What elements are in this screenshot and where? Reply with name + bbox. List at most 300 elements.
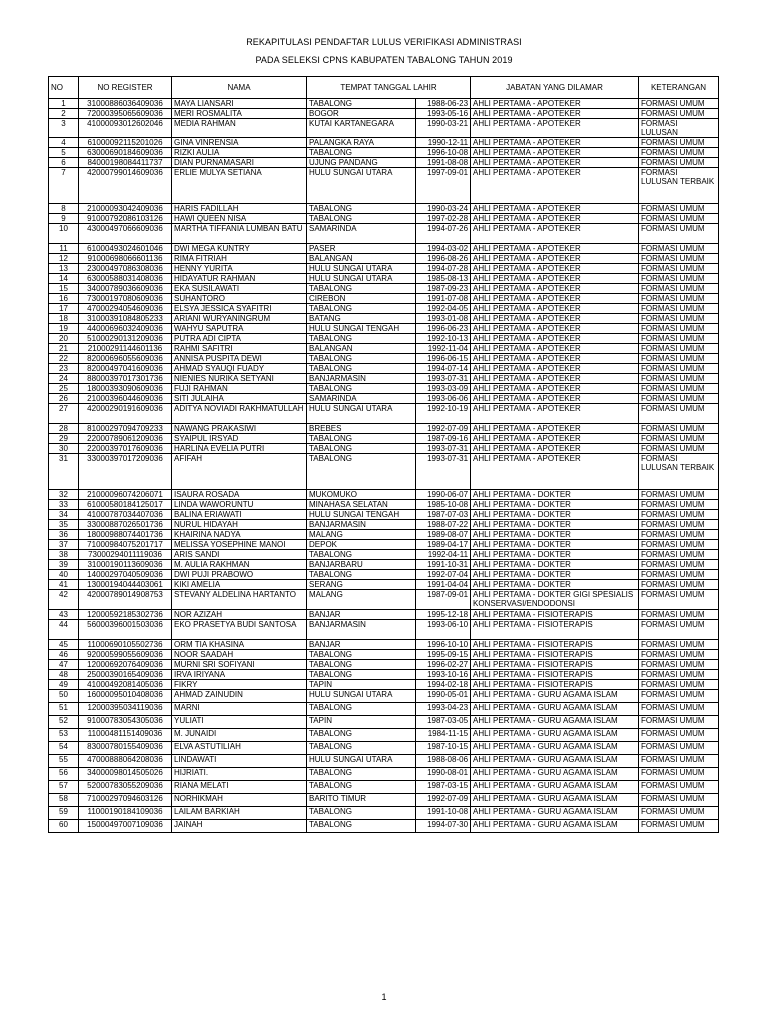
position-applied: AHLI PERTAMA - APOTEKER [471,214,639,224]
birth-place: TABALONG [307,820,416,833]
applicant-name: HENNY YURITA [172,264,307,274]
position-applied: AHLI PERTAMA - GURU AGAMA ISLAM [471,755,639,768]
position-applied: AHLI PERTAMA - APOTEKER [471,158,639,168]
remarks: FORMASI UMUM [639,510,719,520]
row-number: 60 [49,820,79,833]
table-row [49,650,719,660]
birth-date: 1992-10-19 [416,404,471,424]
register-number: 82000696055609036 [79,354,172,364]
row-number: 23 [49,364,79,374]
applicant-name: DWI PUJI PRABOWO [172,570,307,580]
remarks: FORMASI LULUSAN TERBAIK [639,168,719,204]
applicant-name: NORHIKMAH [172,794,307,807]
position-applied: AHLI PERTAMA - FISIOTERAPIS [471,680,639,690]
table-row [49,214,719,224]
position-applied: AHLI PERTAMA - DOKTER [471,560,639,570]
position-applied: AHLI PERTAMA - GURU AGAMA ISLAM [471,820,639,833]
applicant-name: HARIS FADILLAH [172,204,307,214]
position-applied: AHLI PERTAMA - APOTEKER [471,384,639,394]
remarks: FORMASI UMUM [639,690,719,703]
birth-place: TABALONG [307,454,416,490]
row-number: 36 [49,530,79,540]
register-number: 61000580184125017 [79,500,172,510]
remarks: FORMASI UMUM [639,158,719,168]
applicant-name: HAWI QUEEN NISA [172,214,307,224]
table-body [49,99,719,833]
birth-place: BANJARBARU [307,560,416,570]
row-number: 16 [49,294,79,304]
birth-place: TABALONG [307,148,416,158]
applicant-name: EKA SUSILAWATI [172,284,307,294]
register-number: 61000092115201026 [79,138,172,148]
position-applied: AHLI PERTAMA - GURU AGAMA ISLAM [471,690,639,703]
position-applied: AHLI PERTAMA - FISIOTERAPIS [471,640,639,650]
applicant-name: M. AULIA RAKHMAN [172,560,307,570]
birth-date: 1988-08-06 [416,755,471,768]
position-applied: AHLI PERTAMA - DOKTER [471,550,639,560]
table-header-row [49,77,719,99]
row-number: 50 [49,690,79,703]
birth-date: 1990-08-01 [416,768,471,781]
row-number: 1 [49,99,79,109]
row-number: 42 [49,590,79,610]
register-number: 92000599055609036 [79,650,172,660]
row-number: 13 [49,264,79,274]
row-number: 12 [49,254,79,264]
position-applied: AHLI PERTAMA - APOTEKER [471,168,639,204]
birth-place: HULU SUNGAI UTARA [307,274,416,284]
birth-date: 1991-08-08 [416,158,471,168]
row-number: 48 [49,670,79,680]
table-row [49,304,719,314]
remarks: FORMASI UMUM [639,610,719,620]
applicant-name: AHMAD SYAUQI FUADY [172,364,307,374]
position-applied: AHLI PERTAMA - APOTEKER [471,364,639,374]
remarks: FORMASI UMUM [639,224,719,244]
register-number: 13000194044403061 [79,580,172,590]
birth-date: 1996-06-23 [416,324,471,334]
birth-place: SERANG [307,580,416,590]
register-number: 41000492081405036 [79,680,172,690]
applicant-name: DWI MEGA KUNTRY [172,244,307,254]
applicant-name: PUTRA ADI CIPTA [172,334,307,344]
row-number: 39 [49,560,79,570]
register-number: 61000493024601046 [79,244,172,254]
register-number: 51000290131209036 [79,334,172,344]
birth-place: BANJAR [307,610,416,620]
remarks: FORMASI UMUM [639,768,719,781]
remarks: FORMASI UMUM [639,716,719,729]
applicant-name: ADITYA NOVIADI RAKHMATULLAH [172,404,307,424]
position-applied: AHLI PERTAMA - APOTEKER [471,434,639,444]
position-applied: AHLI PERTAMA - APOTEKER [471,254,639,264]
remarks: FORMASI UMUM [639,742,719,755]
applicant-name: NURUL HIDAYAH [172,520,307,530]
position-applied: AHLI PERTAMA - APOTEKER [471,374,639,384]
table-row [49,620,719,640]
row-number: 26 [49,394,79,404]
table-row [49,344,719,354]
remarks: FORMASI LULUSAN [639,119,719,138]
table-row [49,204,719,214]
birth-place: TABALONG [307,650,416,660]
row-number: 33 [49,500,79,510]
remarks: FORMASI UMUM [639,394,719,404]
applicant-name: ANNISA PUSPITA DEWI [172,354,307,364]
birth-date: 1993-06-06 [416,394,471,404]
birth-date: 1993-01-08 [416,314,471,324]
applicant-name: KHAIRINA NADYA [172,530,307,540]
register-number: 14000297040509036 [79,570,172,580]
register-number: 31000886036409036 [79,99,172,109]
register-number: 63000690184609036 [79,148,172,158]
row-number: 28 [49,424,79,434]
birth-date: 1994-07-26 [416,224,471,244]
register-number: 41000787034407036 [79,510,172,520]
position-applied: AHLI PERTAMA - APOTEKER [471,294,639,304]
position-applied: AHLI PERTAMA - GURU AGAMA ISLAM [471,729,639,742]
remarks: FORMASI UMUM [639,729,719,742]
applicant-name: BALINA ERIAWATI [172,510,307,520]
table-row [49,807,719,820]
row-number: 10 [49,224,79,244]
applicant-name: MELISSA YOSEPHINE MANOI [172,540,307,550]
column-header-position: JABATAN YANG DILAMAR [471,77,639,99]
birth-date: 1994-07-30 [416,820,471,833]
position-applied: AHLI PERTAMA - APOTEKER [471,264,639,274]
remarks: FORMASI UMUM [639,294,719,304]
remarks: FORMASI UMUM [639,580,719,590]
remarks: FORMASI UMUM [639,244,719,254]
register-number: 31000391084805233 [79,314,172,324]
applicant-name: RIMA FITRIAH [172,254,307,264]
row-number: 22 [49,354,79,364]
birth-place: BALANGAN [307,344,416,354]
row-number: 21 [49,344,79,354]
remarks: FORMASI UMUM [639,820,719,833]
table-row [49,168,719,204]
remarks: FORMASI UMUM [639,781,719,794]
register-number: 42000789014908753 [79,590,172,610]
remarks: FORMASI UMUM [639,324,719,334]
birth-place: BANJAR [307,640,416,650]
birth-date: 1997-09-01 [416,168,471,204]
birth-date: 1992-07-04 [416,570,471,580]
row-number: 55 [49,755,79,768]
birth-date: 1993-07-31 [416,444,471,454]
applicant-name: FIKRY [172,680,307,690]
table-row [49,99,719,109]
register-number: 71000984075201717 [79,540,172,550]
applicant-name: ERLIE MULYA SETIANA [172,168,307,204]
row-number: 35 [49,520,79,530]
remarks: FORMASI UMUM [639,384,719,394]
birth-date: 1995-09-15 [416,650,471,660]
position-applied: AHLI PERTAMA - FISIOTERAPIS [471,620,639,640]
applicant-name: JAINAH [172,820,307,833]
table-row [49,244,719,254]
position-applied: AHLI PERTAMA - APOTEKER [471,99,639,109]
register-number: 21000291144601136 [79,344,172,354]
birth-date: 1992-11-04 [416,344,471,354]
row-number: 5 [49,148,79,158]
birth-place: TABALONG [307,670,416,680]
remarks: FORMASI UMUM [639,434,719,444]
row-number: 30 [49,444,79,454]
remarks: FORMASI LULUSAN TERBAIK [639,454,719,490]
register-number: 22000789061209036 [79,434,172,444]
position-applied: AHLI PERTAMA - APOTEKER [471,454,639,490]
position-applied: AHLI PERTAMA - APOTEKER [471,394,639,404]
birth-date: 1996-08-26 [416,254,471,264]
remarks: FORMASI UMUM [639,570,719,580]
table-row [49,640,719,650]
birth-place: BALANGAN [307,254,416,264]
row-number: 6 [49,158,79,168]
register-number: 34000789036609036 [79,284,172,294]
remarks: FORMASI UMUM [639,520,719,530]
remarks: FORMASI UMUM [639,99,719,109]
row-number: 3 [49,119,79,138]
table-row [49,520,719,530]
row-number: 59 [49,807,79,820]
birth-place: SAMARINDA [307,224,416,244]
applicant-name: MARNI [172,703,307,716]
table-row [49,138,719,148]
birth-place: TABALONG [307,550,416,560]
table-row [49,324,719,334]
table-row [49,384,719,394]
applicant-name: MERI ROSMALITA [172,109,307,119]
row-number: 45 [49,640,79,650]
remarks: FORMASI UMUM [639,304,719,314]
remarks: FORMASI UMUM [639,109,719,119]
birth-date: 1992-04-11 [416,550,471,560]
table-row [49,755,719,768]
position-applied: AHLI PERTAMA - GURU AGAMA ISLAM [471,703,639,716]
row-number: 19 [49,324,79,334]
applicant-name: ARIS SANDI [172,550,307,560]
birth-date: 1995-12-18 [416,610,471,620]
position-applied: AHLI PERTAMA - APOTEKER [471,424,639,434]
applicant-name: LAILAM BARKIAH [172,807,307,820]
birth-place: HULU SUNGAI TENGAH [307,510,416,520]
remarks: FORMASI UMUM [639,807,719,820]
position-applied: AHLI PERTAMA - APOTEKER [471,404,639,424]
birth-place: PASER [307,244,416,254]
row-number: 31 [49,454,79,490]
birth-date: 1991-10-08 [416,807,471,820]
birth-date: 1994-07-14 [416,364,471,374]
position-applied: AHLI PERTAMA - APOTEKER [471,304,639,314]
birth-place: TABALONG [307,354,416,364]
applicant-name: MARTHA TIFFANIA LUMBAN BATU [172,224,307,244]
register-number: 72000395065609036 [79,109,172,119]
applicant-name: MAYA LIANSARI [172,99,307,109]
row-number: 25 [49,384,79,394]
position-applied: AHLI PERTAMA - APOTEKER [471,274,639,284]
birth-date: 1991-07-08 [416,294,471,304]
remarks: FORMASI UMUM [639,138,719,148]
table-row [49,490,719,500]
birth-date: 1991-04-04 [416,580,471,590]
applicant-name: ARIANI WURYANINGRUM [172,314,307,324]
register-number: 21000096074206071 [79,490,172,500]
birth-place: TABALONG [307,807,416,820]
position-applied: AHLI PERTAMA - APOTEKER [471,109,639,119]
birth-date: 1992-04-05 [416,304,471,314]
column-header-name: NAMA [172,77,307,99]
row-number: 32 [49,490,79,500]
table-row [49,424,719,434]
applicant-name: SUHANTORO [172,294,307,304]
remarks: FORMASI UMUM [639,214,719,224]
birth-place: DEPOK [307,540,416,550]
remarks: FORMASI UMUM [639,344,719,354]
position-applied: AHLI PERTAMA - APOTEKER [471,324,639,334]
birth-date: 1994-07-28 [416,264,471,274]
table-row [49,500,719,510]
position-applied: AHLI PERTAMA - APOTEKER [471,244,639,254]
register-number: 43000497066609036 [79,224,172,244]
position-applied: AHLI PERTAMA - GURU AGAMA ISLAM [471,781,639,794]
birth-date: 1994-02-18 [416,680,471,690]
position-applied: AHLI PERTAMA - DOKTER [471,490,639,500]
birth-place: TABALONG [307,284,416,294]
table-row [49,254,719,264]
birth-place: BREBES [307,424,416,434]
birth-date: 1990-03-21 [416,119,471,138]
birth-place: TABALONG [307,570,416,580]
remarks: FORMASI UMUM [639,640,719,650]
column-header-no: NO [49,77,79,99]
applicant-name: LINDAWATI [172,755,307,768]
register-number: 11000481151409036 [79,729,172,742]
row-number: 14 [49,274,79,284]
table-row [49,680,719,690]
birth-date: 1984-11-15 [416,729,471,742]
remarks: FORMASI UMUM [639,560,719,570]
applicant-name: NAWANG PRAKASIWI [172,424,307,434]
register-number: 56000396001503036 [79,620,172,640]
remarks: FORMASI UMUM [639,404,719,424]
birth-place: TABALONG [307,444,416,454]
table-row [49,364,719,374]
applicant-name: MURNI SRI SOFIYANI [172,660,307,670]
table-row [49,540,719,550]
applicant-name: LINDA WAWORUNTU [172,500,307,510]
row-number: 7 [49,168,79,204]
birth-date: 1987-03-05 [416,716,471,729]
birth-place: TABALONG [307,768,416,781]
position-applied: AHLI PERTAMA - DOKTER [471,540,639,550]
row-number: 29 [49,434,79,444]
register-number: 12000692076409036 [79,660,172,670]
birth-date: 1992-07-09 [416,424,471,434]
row-number: 27 [49,404,79,424]
remarks: FORMASI UMUM [639,204,719,214]
row-number: 54 [49,742,79,755]
birth-place: BANJARMASIN [307,374,416,384]
table-row [49,703,719,716]
birth-date: 1993-04-23 [416,703,471,716]
remarks: FORMASI UMUM [639,794,719,807]
position-applied: AHLI PERTAMA - FISIOTERAPIS [471,610,639,620]
row-number: 43 [49,610,79,620]
birth-date: 1989-04-17 [416,540,471,550]
birth-date: 1990-06-07 [416,490,471,500]
birth-date: 1993-03-09 [416,384,471,394]
birth-date: 1987-09-23 [416,284,471,294]
position-applied: AHLI PERTAMA - APOTEKER [471,138,639,148]
applicant-name: YULIATI [172,716,307,729]
table-row [49,354,719,364]
birth-place: MINAHASA SELATAN [307,500,416,510]
row-number: 40 [49,570,79,580]
position-applied: AHLI PERTAMA - GURU AGAMA ISLAM [471,794,639,807]
table-row [49,820,719,833]
table-row [49,444,719,454]
table-row [49,158,719,168]
register-number: 21000093042409036 [79,204,172,214]
position-applied: AHLI PERTAMA - GURU AGAMA ISLAM [471,768,639,781]
table-row [49,794,719,807]
birth-place: CIREBON [307,294,416,304]
applicant-name: NOOR SAADAH [172,650,307,660]
table-row [49,530,719,540]
position-applied: AHLI PERTAMA - DOKTER GIGI SPESIALIS KONSERVASI/ENDODONSI [471,590,639,610]
birth-date: 1990-03-24 [416,204,471,214]
remarks: FORMASI UMUM [639,334,719,344]
register-number: 52000783055209036 [79,781,172,794]
position-applied: AHLI PERTAMA - APOTEKER [471,204,639,214]
table-row [49,454,719,490]
birth-date: 1990-05-01 [416,690,471,703]
register-number: 15000497007109036 [79,820,172,833]
row-number: 34 [49,510,79,520]
table-row [49,119,719,138]
position-applied: AHLI PERTAMA - APOTEKER [471,284,639,294]
table-row [49,148,719,158]
applicant-name: EKO PRASETYA BUDI SANTOSA [172,620,307,640]
table-row [49,294,719,304]
birth-place: BOGOR [307,109,416,119]
row-number: 46 [49,650,79,660]
remarks: FORMASI UMUM [639,590,719,610]
table-row [49,434,719,444]
remarks: FORMASI UMUM [639,374,719,384]
table-row [49,284,719,294]
row-number: 8 [49,204,79,214]
row-number: 11 [49,244,79,254]
applicant-name: ELVA ASTUTILIAH [172,742,307,755]
applicant-name: RAHMI SAFITRI [172,344,307,354]
birth-date: 1992-10-13 [416,334,471,344]
birth-date: 1989-08-07 [416,530,471,540]
table-row [49,550,719,560]
remarks: FORMASI UMUM [639,660,719,670]
register-number: 33000887026501736 [79,520,172,530]
birth-place: MALANG [307,530,416,540]
birth-place: TABALONG [307,214,416,224]
register-number: 11000190184109036 [79,807,172,820]
remarks: FORMASI UMUM [639,254,719,264]
position-applied: AHLI PERTAMA - DOKTER [471,530,639,540]
applicant-name: WAHYU SAPUTRA [172,324,307,334]
register-number: 18000988074401736 [79,530,172,540]
row-number: 15 [49,284,79,294]
row-number: 18 [49,314,79,324]
